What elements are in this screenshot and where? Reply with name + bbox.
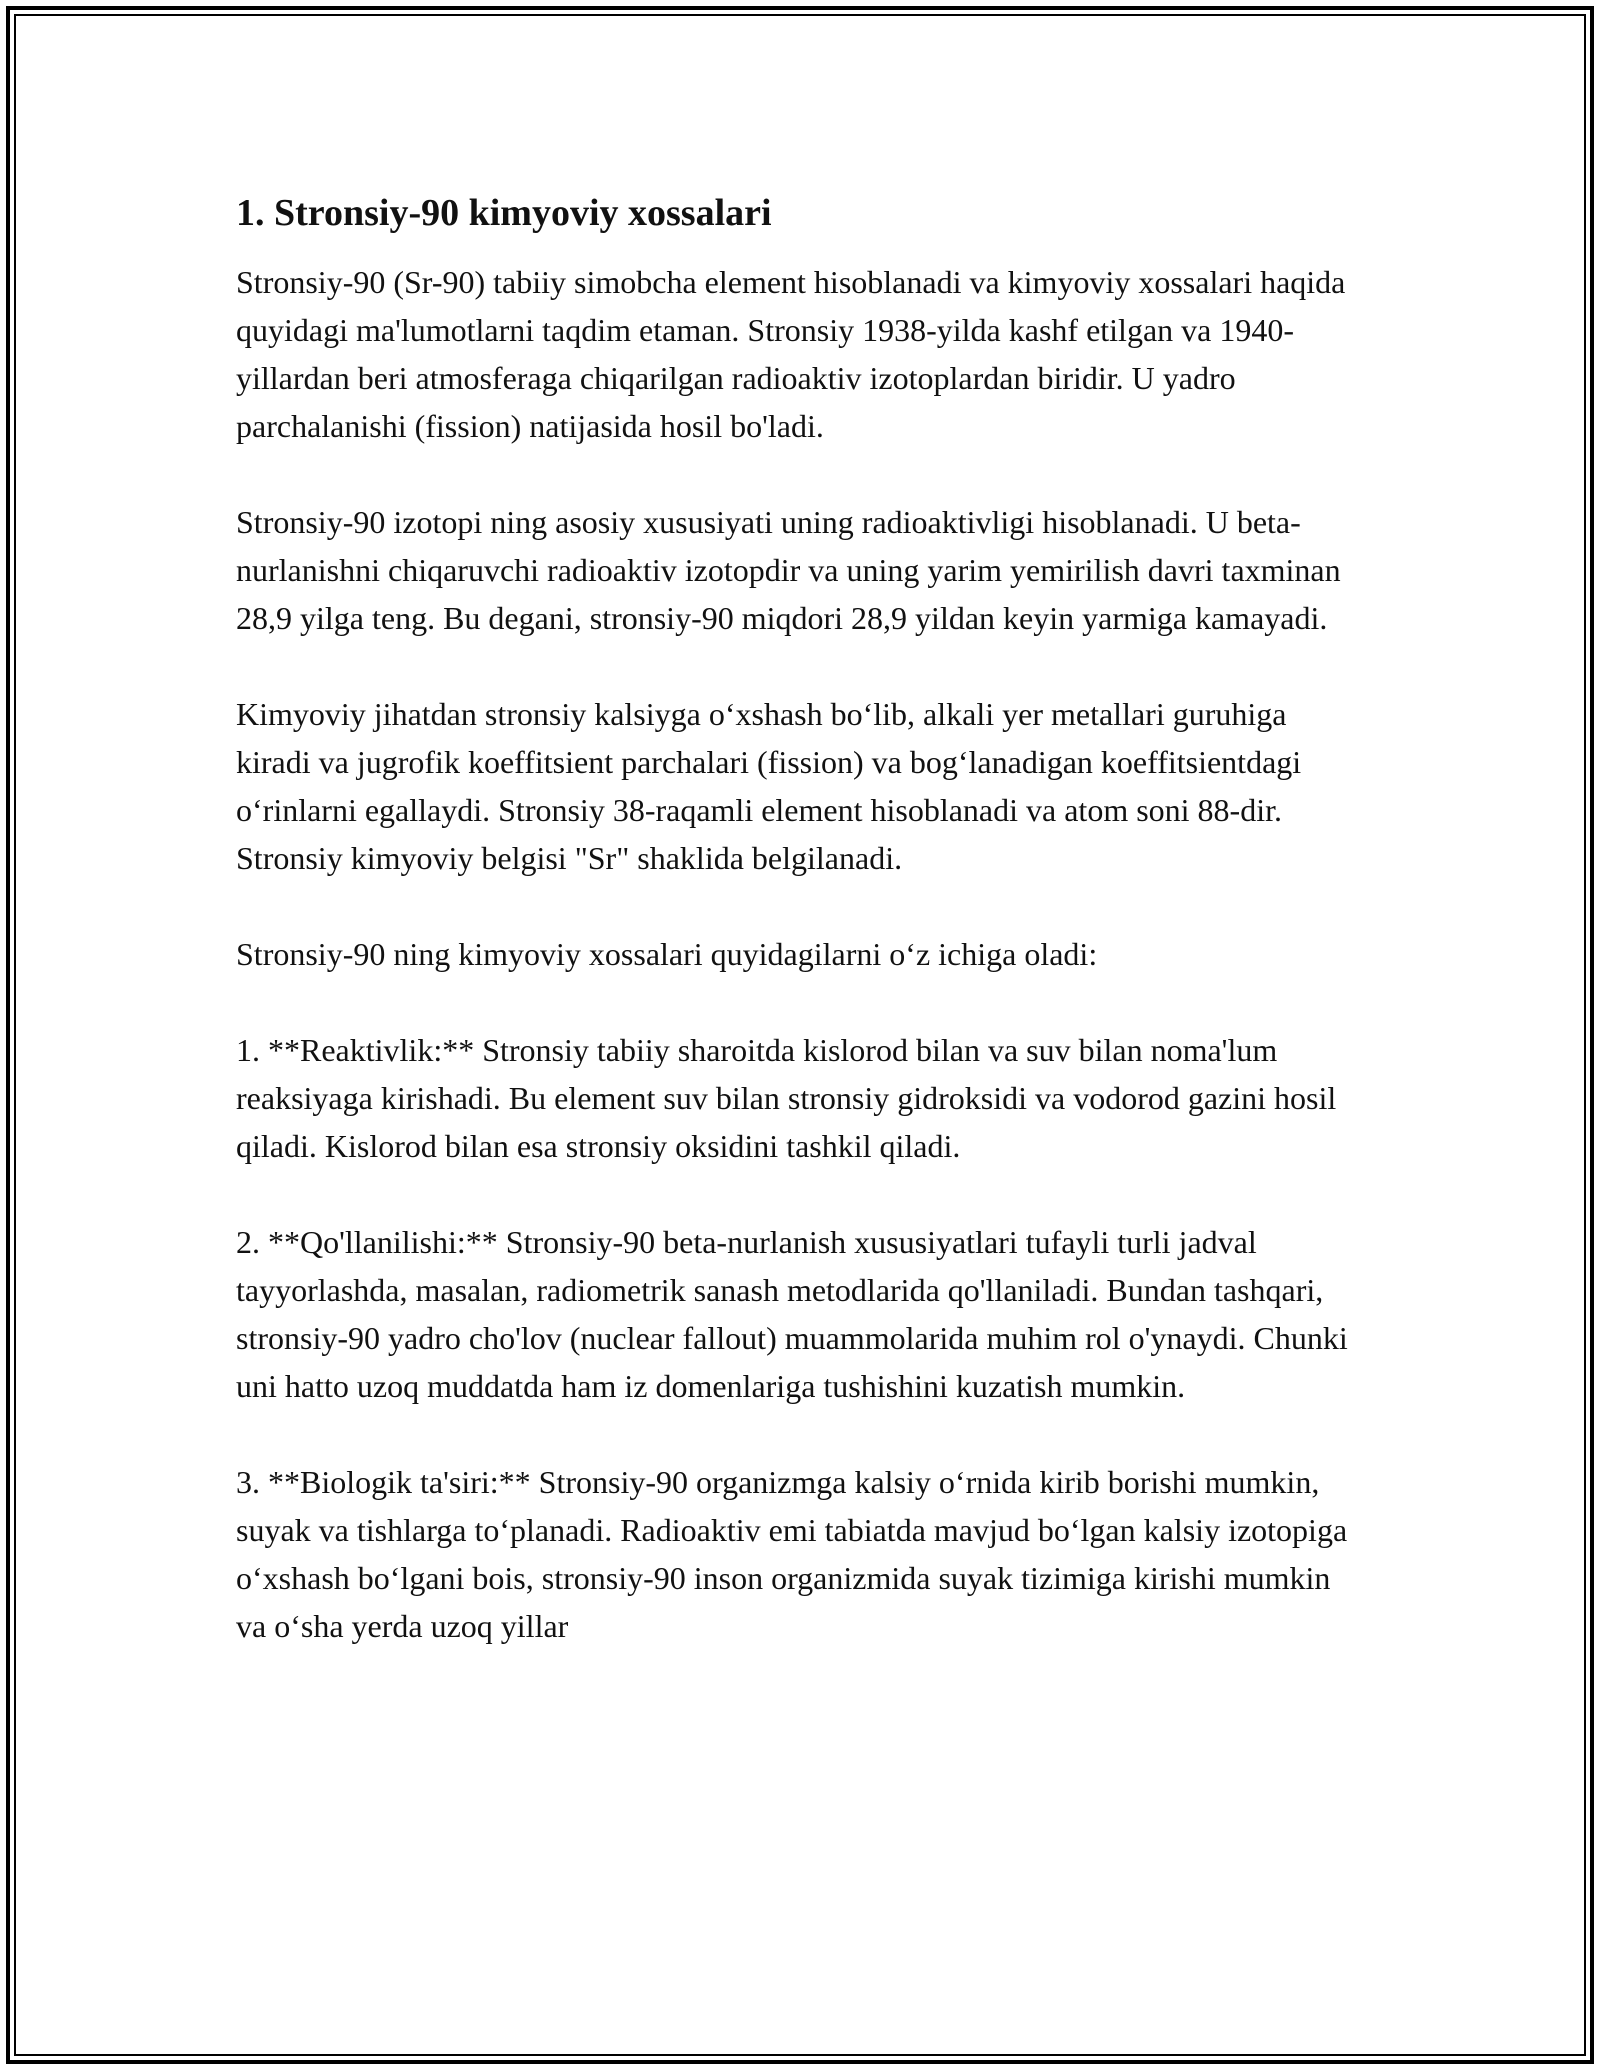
list-item-biological-effect: 3. **Biologik ta'siri:** Stronsiy-90 organizmga kalsiy o‘rnida kirib borishi mumkin, suyak va tishlarga to‘planadi. Radioaktiv emi tabiatda mavjud bo‘lgan kalsiy izotopiga o‘xshash bo‘lgani bois, stronsiy-90 inson organizmida suyak tizimiga kirishi mumkin va o‘sha yerda uzoq yillar xyxy=(236,1464,1348,1644)
list-item-applications: 2. **Qo'llanilishi:** Stronsiy-90 beta-nurlanish xususiyatlari tufayli turli jadval tayyorlashda, masalan, radiometrik sanash metodlarida qo'llaniladi. Bundan tashqari, stronsiy-90 yadro cho'lov (nuclear fallout) muammolarida muhim rol o'ynaydi. Chunki uni hatto uzoq muddatda ham iz domenlariga tushishini kuzatish mumkin. xyxy=(236,1224,1348,1404)
paragraph-chemistry: Kimyoviy jihatdan stronsiy kalsiyga o‘xshash bo‘lib, alkali yer metallari guruhiga kiradi va jugrofik koeffitsient parchalari (fission) va bog‘lanadigan koeffitsientdagi o‘rinlarni egallaydi. Stronsiy 38-raqamli element hisoblanadi va atom soni 88-dir. Stronsiy kimyoviy belgisi "Sr" shaklida belgilanadi. xyxy=(236,696,1302,876)
document-title: 1. Stronsiy-90 kimyoviy xossalari xyxy=(236,192,772,234)
document-body xyxy=(236,190,1366,1650)
list-item-reactivity: 1. **Reaktivlik:** Stronsiy tabiiy sharoitda kislorod bilan va suv bilan noma'lum reaksiyaga kirishadi. Bu element suv bilan stronsiy gidroksidi va vodorod gazini hosil qiladi. Kislorod bilan esa stronsiy oksidini tashkil qiladi. xyxy=(236,1032,1337,1164)
paragraph-intro: Stronsiy-90 (Sr-90) tabiiy simobcha element hisoblanadi va kimyoviy xossalari haqida quyidagi ma'lumotlarni taqdim etaman. Stronsiy 1938-yilda kashf etilgan va 1940-yillardan beri atmosferaga chiqarilgan radioaktiv izotoplardan biridir. U yadro parchalanishi (fission) natijasida hosil bo'ladi. xyxy=(236,264,1346,444)
paragraph-radioactivity: Stronsiy-90 izotopi ning asosiy xususiyati uning radioaktivligi hisoblanadi. U beta-nurlanishni chiqaruvchi radioaktiv izotopdir va uning yarim yemirilish davri taxminan 28,9 yilga teng. Bu degani, stronsiy-90 miqdori 28,9 yildan keyin yarmiga kamayadi. xyxy=(236,504,1341,636)
paragraph-list-intro: Stronsiy-90 ning kimyoviy xossalari quyidagilarni o‘z ichiga oladi: xyxy=(236,936,1098,972)
